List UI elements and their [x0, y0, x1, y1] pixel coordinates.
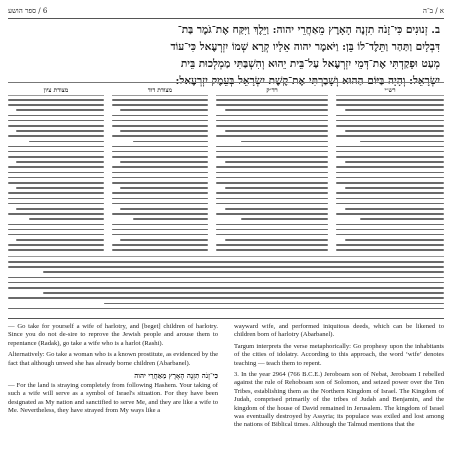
- text-line: [336, 203, 444, 205]
- english-paragraph: — Go take for yourself a wife of harlotry, and [beget] children of harlotry. Since you do not de-sire to reprove the Jewish people and arouse them to repentance (Radak), go take a wife who is a harlot (Rashi).: [8, 323, 218, 347]
- header-chapter-verse: א / ב־ה: [422, 7, 444, 15]
- text-line: [112, 192, 208, 194]
- text-line: [112, 104, 208, 106]
- text-line: [241, 141, 328, 143]
- english-paragraph: wayward wife, and performed iniquitous deeds, which can be likened to children born of harlotry (Abarbanel).: [234, 323, 444, 339]
- verse-line: ב. זְנוּנִים כִּי־זָנֹה תִזְנֶה הָאָרֶץ מֵאַחֲרֵי יהוה: וַיֵּלֶךְ וַיִּקַּח אֶת־גֹּמֶר בַּת־: [177, 24, 440, 36]
- text-line: [112, 177, 208, 179]
- text-line: [16, 239, 104, 241]
- text-line: [133, 141, 208, 143]
- text-line: [336, 213, 444, 215]
- text-line: [336, 125, 444, 127]
- metzudas-david-column: [112, 87, 208, 253]
- text-line: [345, 208, 444, 210]
- text-line: [112, 99, 208, 101]
- text-line: [216, 244, 328, 246]
- text-line: [8, 146, 104, 148]
- rashi-column: [336, 87, 444, 253]
- hebrew-lemma: כִּי־זָנֹה תִזְנֶה הָאָרֶץ מֵאַחֲרֵי יהוה: [134, 371, 218, 381]
- text-line: [8, 229, 104, 231]
- text-line: [112, 166, 208, 168]
- text-line: [8, 244, 104, 246]
- text-line: [29, 141, 104, 143]
- text-line: [112, 120, 208, 122]
- english-paragraph: Targum interprets the verse metaphorically: Go prophesy upon the inhabitants of the cities of idolatry. According to this approach, the word ‘wife’ denotes teaching — teach them to repent.: [234, 342, 444, 367]
- text-line: [120, 109, 208, 111]
- text-line: [345, 130, 444, 132]
- radak-title: רד״ק: [216, 87, 328, 96]
- english-paragraph: — For the land is straying completely from following Hashem. Your taking of such a wife will serve as a symbol of Israel's situation. For they have been designated as My nation and sanctified to serve Me, and they are like a wife to Me. Nevertheless, they have strayed from My ways like a: [8, 382, 218, 415]
- text-line: [16, 208, 104, 210]
- text-line: [336, 151, 444, 153]
- text-line: [216, 166, 328, 168]
- verse-block: [12, 22, 440, 87]
- text-line: [112, 249, 208, 251]
- text-line: [216, 234, 328, 236]
- text-line: [112, 156, 208, 158]
- text-line: [336, 104, 444, 106]
- text-line: [345, 109, 444, 111]
- text-line: [43, 292, 444, 294]
- metzudas-tzion-column: [8, 87, 104, 253]
- text-line: [8, 120, 104, 122]
- text-line: [112, 203, 208, 205]
- text-line: [8, 261, 444, 263]
- text-line: [336, 249, 444, 251]
- text-line: [112, 146, 208, 148]
- text-line: [8, 135, 104, 137]
- english-paragraph: 3. In the year 2964 (766 B.C.E.) Jeroboam son of Nebat, Jeroboam I rebelled against the rule of Rehoboam son of Solomon, and seized power over the Ten Tribes, establishing them as the Northern Kingdom of Israel. The Kingdom of Judah, comprised primarily of the tribes of Judah and Benjamin, and the kingdom of the house of David remained in Jerusalem. The kingdom of Israel was eventually destroyed by Assyria; its populace was exiled and lost among the nations of Biblical times. Although the Talmud mentions that the: [234, 371, 444, 429]
- verse-line: מְעַט וּפָקַדְתִּי אֶת־דְּמֵי יִזְרְעֶאל עַל־בֵּית יֵהוּא וְהִשְׁבַּתִּי מַמְלְכוּת בֵּית: [180, 58, 440, 70]
- verse-line: דִּבְלָיִם וַתַּהַר וַתֵּלֶד־לוֹ בֵּן: וַיֹּאמֶר יהוה אֵלָיו קְרָא שְׁמוֹ יִזְרְעֶאל כִּי־עוֹד: [170, 41, 440, 53]
- text-line: [8, 156, 104, 158]
- text-line: [8, 99, 104, 101]
- text-line: [112, 224, 208, 226]
- text-line: [336, 182, 444, 184]
- text-line: [216, 177, 328, 179]
- text-line: [336, 198, 444, 200]
- text-line: [8, 213, 104, 215]
- text-line: [216, 125, 328, 127]
- header-book-title: 6 / ספר הושע: [8, 7, 48, 15]
- text-line: [8, 192, 104, 194]
- metzudas-tzion-title: מצודת ציון: [8, 87, 104, 96]
- english-left-column: [8, 323, 218, 453]
- metzudas-tzion-text: [8, 99, 104, 251]
- metzudas-david-title: מצודת דוד: [112, 87, 208, 96]
- text-line: [360, 141, 444, 143]
- text-line: [336, 192, 444, 194]
- text-line: [336, 172, 444, 174]
- text-line: [336, 224, 444, 226]
- text-line: [112, 151, 208, 153]
- text-line: [336, 99, 444, 101]
- metzudas-david-text: [112, 99, 208, 251]
- text-line: [8, 234, 104, 236]
- commentary-area: [8, 82, 444, 255]
- text-line: [112, 172, 208, 174]
- text-line: [336, 146, 444, 148]
- text-line: [16, 187, 104, 189]
- text-line: [8, 182, 104, 184]
- text-line: [345, 239, 444, 241]
- english-paragraph: Alternatively: Go take a woman who is a known prostitute, as evidenced by the fact that although unwed she has already borne children (Abarbanel).: [8, 351, 218, 367]
- text-line: [216, 192, 328, 194]
- radak-text: [216, 99, 328, 251]
- text-line: [216, 198, 328, 200]
- text-line: [120, 130, 208, 132]
- text-line: [16, 109, 104, 111]
- text-line: [120, 208, 208, 210]
- text-line: [216, 156, 328, 158]
- text-line: [8, 266, 444, 268]
- text-line: [8, 198, 104, 200]
- text-line: [8, 297, 444, 299]
- text-line: [336, 120, 444, 122]
- commentary-continuation: [8, 256, 444, 317]
- text-line: [8, 224, 104, 226]
- text-line: [216, 151, 328, 153]
- text-line: [216, 120, 328, 122]
- radak-column: [216, 87, 328, 253]
- text-line: [216, 172, 328, 174]
- text-line: [8, 203, 104, 205]
- text-line: [336, 234, 444, 236]
- text-line: [8, 115, 104, 117]
- text-line: [216, 203, 328, 205]
- text-line: [8, 166, 104, 168]
- rashi-text: [336, 99, 444, 251]
- text-line: [336, 135, 444, 137]
- text-line: [120, 161, 208, 163]
- text-line: [8, 104, 104, 106]
- page-header: [8, 4, 444, 19]
- text-line: [345, 187, 444, 189]
- text-line: [112, 135, 208, 137]
- text-line: [225, 130, 328, 132]
- text-line: [8, 282, 444, 284]
- text-line: [8, 177, 104, 179]
- text-line: [120, 187, 208, 189]
- text-line: [216, 229, 328, 231]
- text-line: [216, 115, 328, 117]
- text-line: [225, 161, 328, 163]
- english-translation: [8, 318, 444, 453]
- text-line: [104, 303, 444, 305]
- text-line: [8, 249, 104, 251]
- text-line: [8, 287, 444, 289]
- english-right-column: [234, 323, 444, 453]
- text-line: [112, 244, 208, 246]
- text-line: [8, 151, 104, 153]
- rashi-title: רש״י: [336, 87, 444, 96]
- text-line: [133, 218, 208, 220]
- text-line: [216, 135, 328, 137]
- text-line: [16, 130, 104, 132]
- text-line: [360, 218, 444, 220]
- text-line: [8, 125, 104, 127]
- text-line: [112, 125, 208, 127]
- text-line: [216, 249, 328, 251]
- text-line: [112, 234, 208, 236]
- text-line: [8, 277, 444, 279]
- text-line: [216, 146, 328, 148]
- text-line: [336, 177, 444, 179]
- text-line: [216, 213, 328, 215]
- text-line: [241, 218, 328, 220]
- text-line: [120, 239, 208, 241]
- text-line: [112, 115, 208, 117]
- text-line: [8, 172, 104, 174]
- text-line: [336, 115, 444, 117]
- commentary-continuation-text: [8, 257, 444, 309]
- verse-line: יִשְׂרָאֵל: וְהָיָה בַּיּוֹם הַהוּא וְשָׁבַרְתִּי אֶת־קֶשֶׁת יִשְׂרָאֵל בְּעֵמֶק יִזְרְעֶאל:: [175, 75, 440, 87]
- text-line: [216, 182, 328, 184]
- text-line: [16, 161, 104, 163]
- text-line: [336, 166, 444, 168]
- text-line: [112, 198, 208, 200]
- text-line: [112, 182, 208, 184]
- text-line: [345, 161, 444, 163]
- text-line: [336, 156, 444, 158]
- text-line: [225, 109, 328, 111]
- text-line: [216, 99, 328, 101]
- text-line: [225, 187, 328, 189]
- text-line: [43, 271, 444, 273]
- text-line: [112, 213, 208, 215]
- text-line: [336, 244, 444, 246]
- text-line: [8, 308, 444, 310]
- text-line: [225, 208, 328, 210]
- text-line: [216, 224, 328, 226]
- text-line: [112, 229, 208, 231]
- text-line: [29, 218, 104, 220]
- text-line: [225, 239, 328, 241]
- text-line: [336, 229, 444, 231]
- text-line: [216, 104, 328, 106]
